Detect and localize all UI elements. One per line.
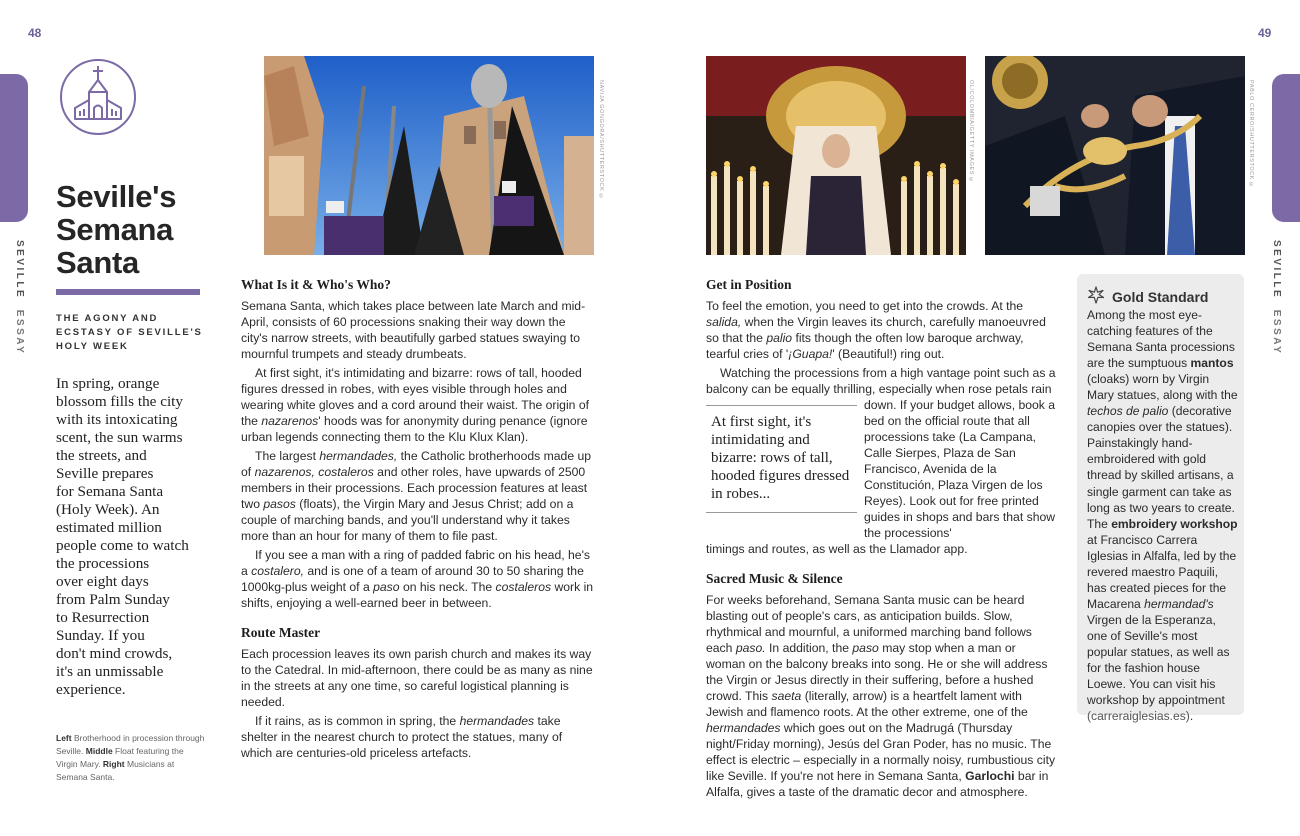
italic-term: techos de palio <box>1087 404 1169 419</box>
text: fits though the often low baroque archway, tearful cries of ' <box>706 331 1024 361</box>
photo-caption <box>56 732 206 784</box>
side-label-left-type: ESSAY <box>14 309 25 356</box>
lede-line: Sunday. If you <box>56 627 145 644</box>
italic-term: hermandades <box>706 721 781 735</box>
caption-text-left: Brotherhood in procession through Seville. <box>56 733 205 756</box>
text: take shelter in the nearest church to protect the statues, many of which are centuries-old priceless artefacts. <box>241 714 563 760</box>
side-label-right-type: ESSAY <box>1271 309 1282 356</box>
paragraph <box>241 547 595 611</box>
church-icon <box>59 58 137 136</box>
lede-paragraph <box>56 375 206 699</box>
text: at Francisco Carrera Iglesias in Alfalfa, led by the revered maestro Paquili, has created pieces for the Macarena <box>1087 532 1237 611</box>
website-link[interactable]: (carreraiglesias.es) <box>1087 709 1190 724</box>
italic-term: paso <box>373 580 400 594</box>
text: which goes out on the Madrugá (Thursday night/Friday morning), Jesús del Gran Poder, has no music. The effect is electric – especially in a normally noisy, rumbustious city like Seville. If you're not here in Semana Santa, <box>706 721 1056 783</box>
paragraph <box>706 365 1058 397</box>
text: bar in Alfalfa, gives a taste of the dramatic decor and atmosphere. <box>706 769 1049 799</box>
lede-line: experience. <box>56 681 126 698</box>
italic-term: costalero, <box>251 564 305 578</box>
lede-line: the streets, and <box>56 447 147 464</box>
photo-virgin-float <box>706 56 966 255</box>
page-number-right: 49 <box>1258 26 1272 40</box>
paragraph <box>241 646 595 710</box>
italic-term: nazarenos <box>261 414 319 428</box>
side-label-right-city: SEVILLE <box>1271 240 1282 300</box>
text: . <box>1189 709 1194 724</box>
italic-term: paso <box>852 641 879 655</box>
text: To feel the emotion, you need to get into the crowds. At the <box>706 299 1024 313</box>
paragraph <box>241 365 595 445</box>
caption-label-middle: Middle <box>85 746 113 756</box>
italic-term: saeta <box>771 689 802 703</box>
italic-term: hermandades <box>459 714 535 728</box>
heading-get-in-position: Get in Position <box>706 277 792 292</box>
sidebar-gold-standard <box>1077 274 1244 724</box>
sparkle-icon <box>1087 286 1105 307</box>
article-title <box>56 180 226 279</box>
italic-term: pasos <box>263 497 296 511</box>
text: At first sight, it's intimidating and bizarre: rows of tall, hooded figures dressed in robes, with eyes visible through holes and wearing white gloves and a cord around their waist. The origin of the <box>241 366 589 428</box>
bold-term: Garlochi <box>965 769 1015 783</box>
lede-line: In spring, orange <box>56 375 160 392</box>
text: (cloaks) worn by Virgin Mary statues, along with the <box>1087 372 1238 403</box>
italic-term: hermandad's <box>1144 596 1214 611</box>
text: For weeks beforehand, Semana Santa music can be heard blasting out of people's cars, as anticipation builds. Slow, rhythmical and mournful, a uniformed marching band follows each <box>706 593 1032 655</box>
text: may stop when a man or woman on the balcony breaks into song. He or she will address the Virgin or Jesus directly in their suffering, before a hushed crowd. This <box>706 641 1048 703</box>
italic-term: salida, <box>706 315 742 329</box>
text: If you see a man with a ring of padded fabric on his head, he's a <box>241 548 590 578</box>
text: down. If your budget allows, book a bed on the official route that all processions take (La Campana, Calle Sierpes, Plaza de San Francisco, Avenida de la Constitución, Plaza Virgen de los Reyes). Look out for free printed guides in shops and bars that show the processions' <box>864 398 1056 540</box>
text: and other roles, have upwards of 2500 members in their processions. Each procession features at least two <box>241 465 588 511</box>
subtitle-line-3: HOLY WEEK <box>56 341 129 352</box>
sidebar-title: Gold Standard <box>1112 288 1209 305</box>
side-label-left <box>14 240 25 355</box>
italic-term: nazarenos, costaleros <box>254 465 374 479</box>
text: (literally, arrow) is a heartfelt lament with Jewish and flamenco roots. At the other extreme, one of the <box>706 689 1028 719</box>
heading-route-master: Route Master <box>241 625 321 640</box>
title-line-1: Seville's <box>56 179 177 214</box>
text: If it rains, as is common in spring, the <box>255 714 460 728</box>
photo-procession <box>264 56 594 255</box>
lede-line: blossom fills the city <box>56 393 183 410</box>
paragraph <box>241 448 595 544</box>
paragraph <box>241 298 595 362</box>
lede-line: from Palm Sunday <box>56 591 170 608</box>
column-2 <box>706 277 1058 800</box>
side-label-right <box>1271 240 1282 355</box>
lede-line: with its intoxicating <box>56 411 178 428</box>
caption-label-right: Right <box>102 759 125 769</box>
caption-text-right: Musicians at Semana Santa. <box>56 759 175 782</box>
caption-text-middle: Float featuring the Virgin Mary. <box>56 746 184 769</box>
page-number-left: 48 <box>28 26 42 40</box>
heading-whats-who: What Is it & Who's Who? <box>241 277 391 292</box>
lede-line: for Semana Santa <box>56 483 164 500</box>
text: In addition, the <box>765 641 853 655</box>
pull-quote: At first sight, it's intimidating and bizarre: rows of tall, hooded figures dressed in robes... <box>706 405 857 513</box>
column-1 <box>241 277 595 761</box>
text: on his neck. The <box>399 580 496 594</box>
paragraph <box>706 541 1058 557</box>
lede-line: the processions <box>56 555 150 572</box>
photo-credit-middle: OL/COLOMBIA/GETTY IMAGES © <box>968 80 974 184</box>
lede-line: estimated million <box>56 519 162 536</box>
title-line-3: Santa <box>56 245 139 280</box>
lede-line: don't mind crowds, <box>56 645 173 662</box>
text: ' hoods was for anonymity during penance (ignore urban legends connecting them to the Klu Klux Klan). <box>241 414 588 444</box>
paragraph-wrapped <box>864 397 1058 541</box>
text: Each procession leaves its own parish church and makes its way to the Catedral. In mid-afternoon, there could be as many as nine in the streets at any one time, so careful logistical planning is needed. <box>241 647 593 709</box>
lede-line: (Holy Week). An <box>56 501 160 518</box>
caption-label-left: Left <box>56 733 72 743</box>
photo-musicians <box>985 56 1245 255</box>
paragraph <box>706 592 1058 800</box>
text: Watching the processions from a high vantage point such as a balcony can be equally thrilling, especially when rose petals rain <box>706 366 1056 396</box>
text: the Catholic brotherhoods made up of <box>241 449 592 479</box>
photo-credit-right: PABLO CERRO/SHUTTERSTOCK © <box>1248 80 1254 189</box>
paragraph <box>241 713 595 761</box>
text: and is one of a team of around 30 to 50 sharing the 1000kg-plus weight of a <box>241 564 584 594</box>
title-rule <box>56 289 200 295</box>
lede-line: it's an unmissable <box>56 663 164 680</box>
italic-term: palio <box>766 331 793 345</box>
subtitle-line-2: ECSTASY OF SEVILLE'S <box>56 327 203 338</box>
article-subtitle <box>56 312 216 354</box>
section-tab-left <box>0 74 28 222</box>
side-label-left-city: SEVILLE <box>14 240 25 300</box>
text: The largest <box>255 449 320 463</box>
italic-term: costaleros <box>495 580 552 594</box>
text: ' (Beautiful!) ring out. <box>832 347 945 361</box>
text: Among the most eye-catching features of the Semana Santa processions are the sumptuous <box>1087 308 1235 371</box>
text: when the Virgin leaves its church, carefully manoeuvred so that the <box>706 315 1046 345</box>
text: (decorative canopies over the statues). Painstakingly hand-embroidered with gold thread by skilled artisans, a single garment can take as long as two years to create. The <box>1087 404 1235 531</box>
bold-term: embroidery workshop <box>1111 516 1238 531</box>
italic-term: ¡Guapa! <box>788 347 833 361</box>
photo-credit-left-text: NAVIJA GONGORA/SHUTTERSTOCK © <box>598 80 604 201</box>
title-line-2: Semana <box>56 212 174 247</box>
sidebar-body <box>1087 307 1239 724</box>
lede-line: Seville prepares <box>56 465 154 482</box>
text: Semana Santa, which takes place between late March and mid-April, consists of 60 processions snaking their way down the city's narrow streets, with beautifully garbed statues swaying to mournful trumpets and steady drumbeats. <box>241 299 586 361</box>
italic-term: paso. <box>735 641 766 655</box>
text: (floats), the Virgin Mary and Jesus Christ; add on a couple of marching bands, and you'll understand why it takes more than an hour for many of them to file past. <box>241 497 574 543</box>
lede-line: over eight days <box>56 573 149 590</box>
text: Virgen de la Esperanza, one of Seville's most popular statues, as well as for the fashion house Loewe. You can visit his workshop by appointment <box>1087 612 1230 708</box>
sidebar-header <box>1087 286 1208 307</box>
section-tab-right <box>1272 74 1300 222</box>
lede-line: to Resurrection <box>56 609 150 626</box>
lede-line: scent, the sun warms <box>56 429 183 446</box>
heading-sacred-music: Sacred Music & Silence <box>706 571 843 586</box>
bold-term: mantos <box>1190 356 1234 371</box>
text: work in shifts, enjoying a well-earned beer in between. <box>241 580 594 610</box>
italic-term: hermandades, <box>319 449 398 463</box>
subtitle-line-1: THE AGONY AND <box>56 313 159 324</box>
paragraph <box>706 298 1058 362</box>
lede-line: people come to watch <box>56 537 189 554</box>
text: timings and routes, as well as the Llamador app. <box>706 542 968 556</box>
